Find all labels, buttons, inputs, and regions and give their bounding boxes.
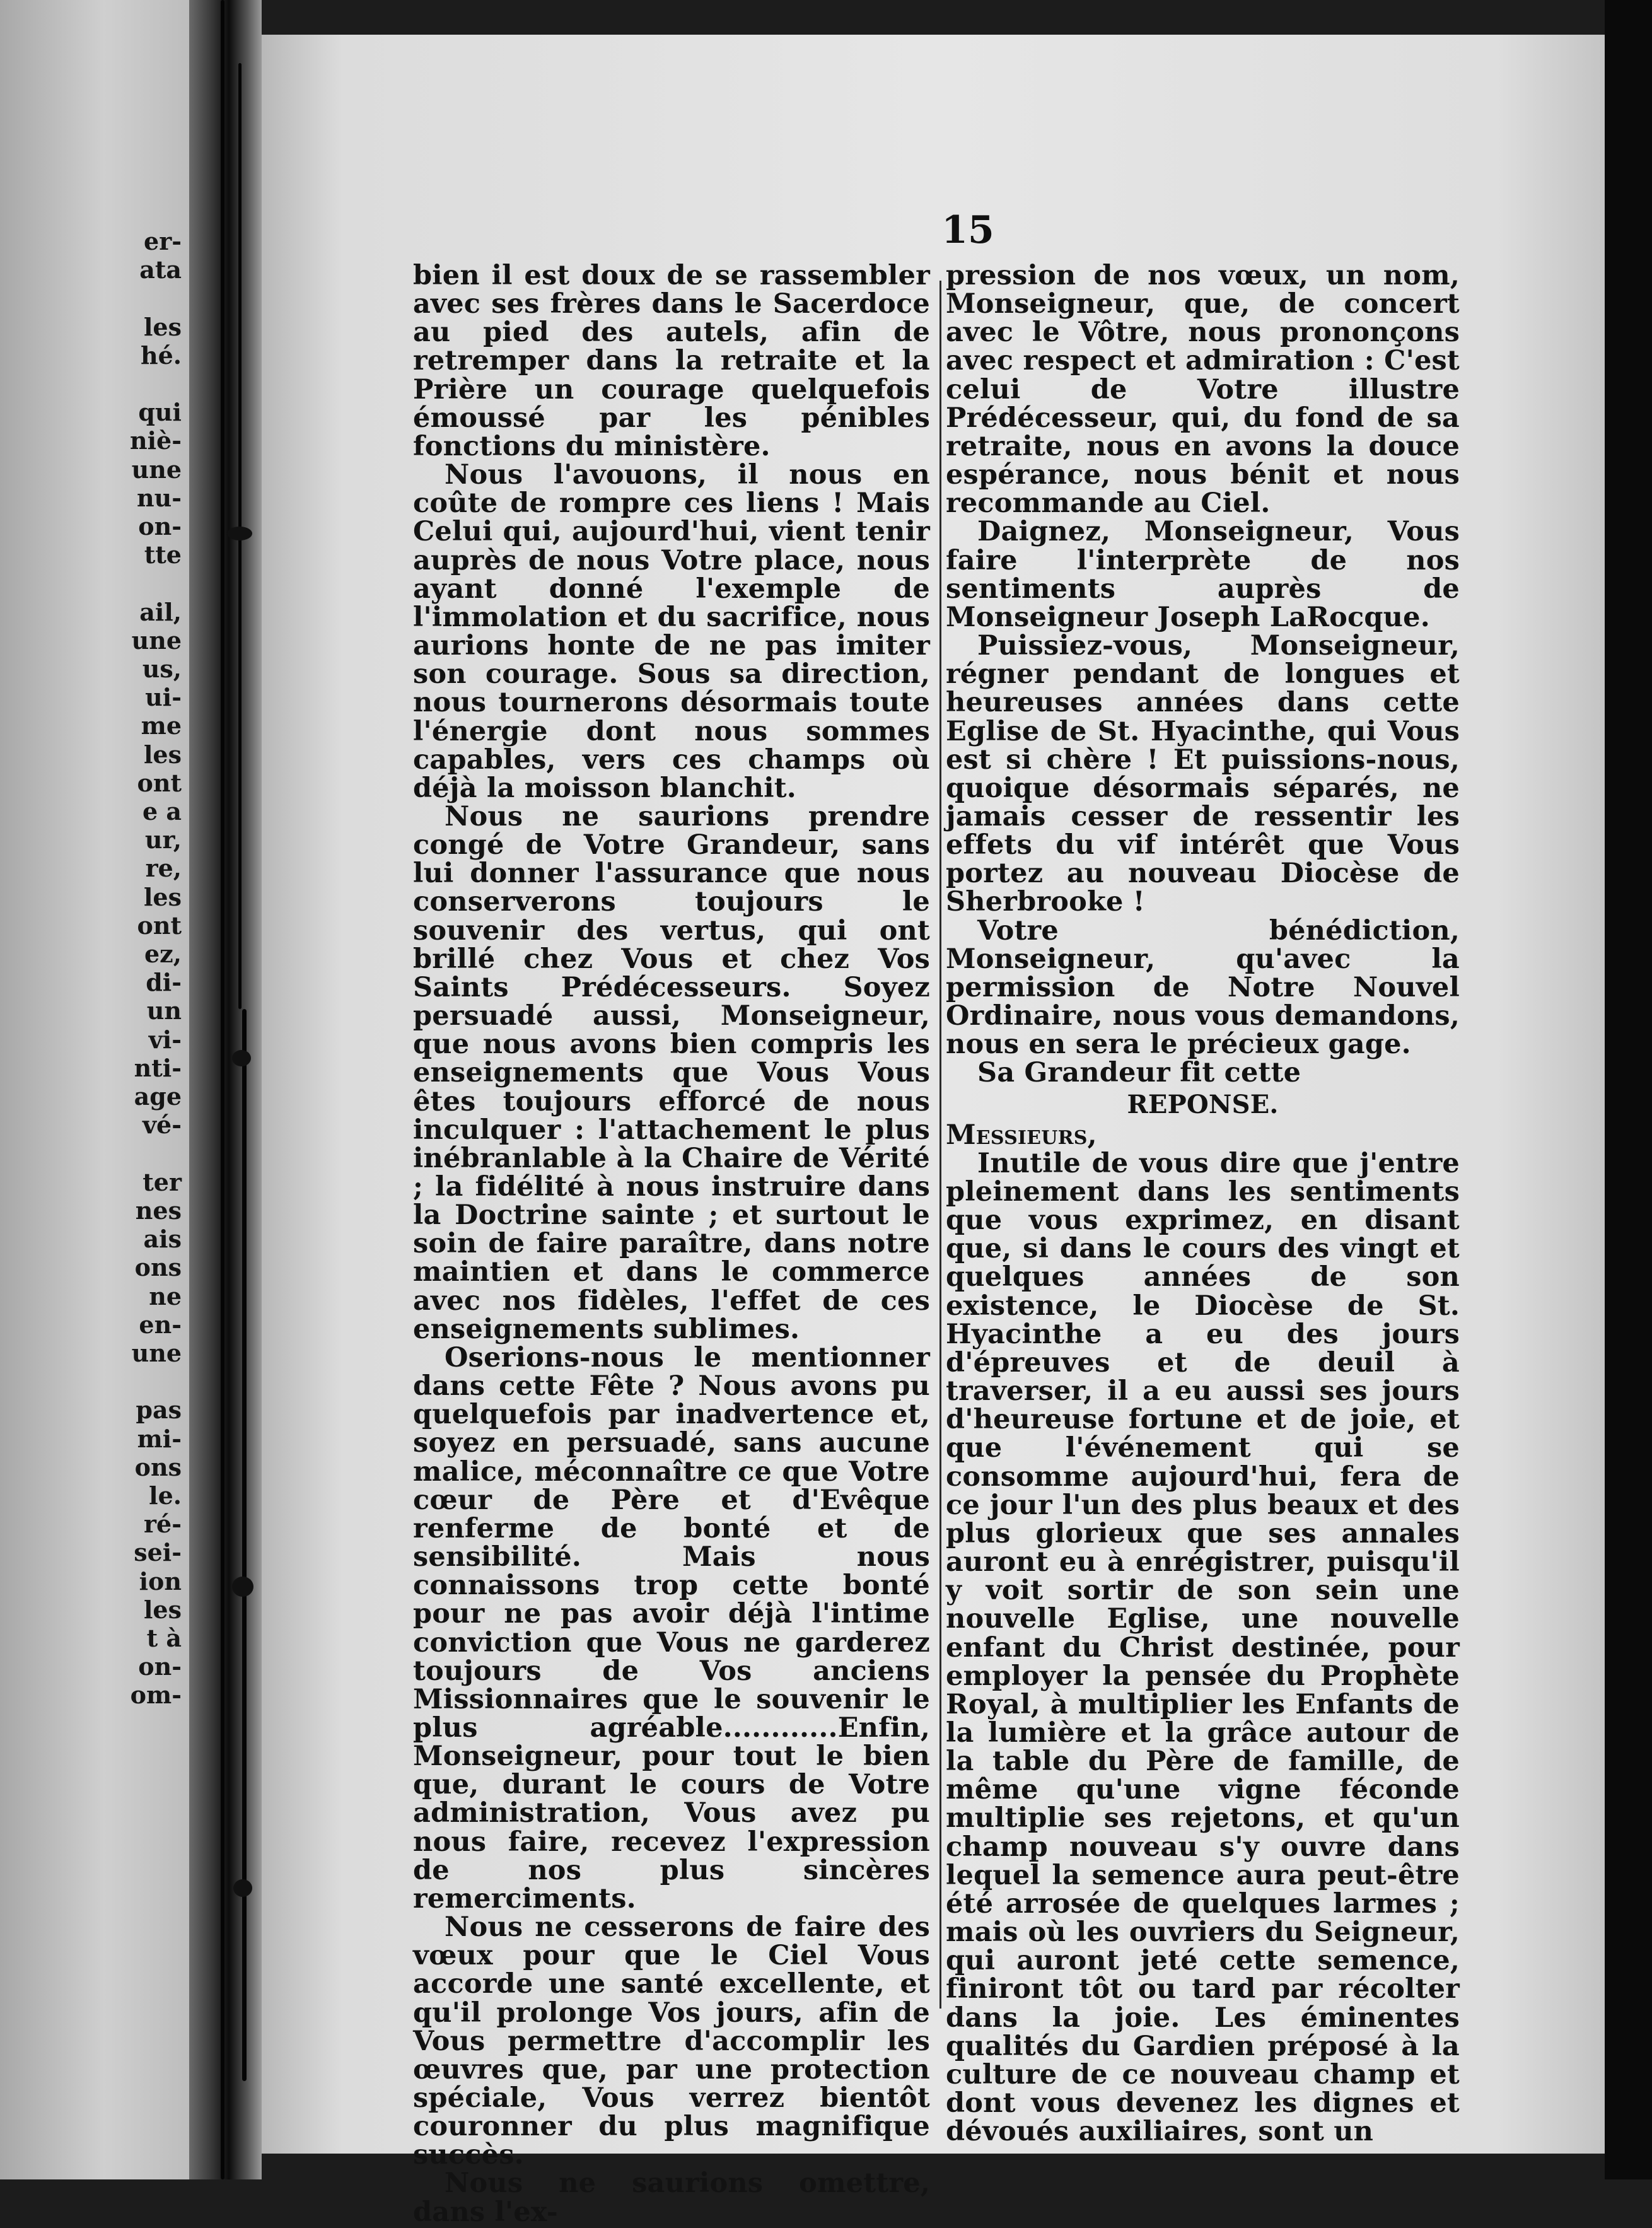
paragraph: Nous ne saurions prendre congé de Votre Grandeur, sans lui donner l'assurance que nous conserverons toujours le souvenir des vertus, qui ont brillé chez Vous et chez Vos Saints Prédécesseurs. Soyez persuadé aussi, Monseigneur, que nous avons bien compris les enseignements que Vous Vous êtes toujours efforcé de nous inculquer : l'attachement le plus inébranlable à la Chaire de Vérité ; la fidélité à nous instruire dans la Doctrine sainte ; et surtout le soin de faire paraître, dans notre maintien et dans le commerce avec nos fidèles, l'effet de ces enseignements sublimes.	[413, 800, 930, 1345]
salutation: Messieurs,	[946, 1119, 1097, 1151]
left-text-column	[413, 262, 930, 2227]
paragraph: Votre bénédiction, Monseigneur, qu'avec la permission de Notre Nouvel Ordinaire, nous vous demandons, nous en sera le précieux gage.	[946, 914, 1460, 1061]
binding-thread-mark	[233, 1879, 252, 1897]
paragraph: Sa Grandeur fit cette	[977, 1057, 1301, 1089]
paragraph: pression de nos vœux, un nom, Monseigneur, que, de concert avec le Vôtre, nous prononçons avec respect et admiration : C'est celui de Votre illustre Prédécesseur, qui, du fond de sa retraite, nous en avons la douce espérance, nous bénit et nous recommande au Ciel.	[946, 260, 1460, 520]
paragraph: Daignez, Monseigneur, Vous faire l'interprète de nos sentiments auprès de Monseigneur Joseph LaRocque.	[946, 516, 1460, 633]
paragraph: Puissiez-vous, Monseigneur, régner pendant de longues et heureuses années dans cette Eglise de St. Hyacinthe, qui Vous est si chère ! Et puissions-nous, quoique désormais séparés, ne jamais cesser de ressentir les effets du vif intérêt que Vous portez au nouveau Diocèse de Sherbrooke !	[946, 630, 1460, 918]
paragraph: Nous ne cesserons de faire des vœux pour que le Ciel Vous accorde une santé excellente, et qu'il prolonge Vos jours, afin de Vous permettre d'accomplir les œuvres que, par une protection spéciale, Vous verrez bientôt couronner du plus magnifique succès.	[413, 1911, 930, 2171]
paragraph: Inutile de vous dire que j'entre pleinement dans les sentiments que vous exprimez, en disant que, si dans le cours des vingt et quelques années de son existence, le Diocèse de St. Hyacinthe a eu des jours d'épreuves et de deuil à traverser, il a eu aussi ses jours d'heureuse fortune et de joie, et que l'événement qui se consomme aujourd'hui, fera de ce jour l'un des plus beaux et des plus glorieux que ses annales auront eu à enrégistrer, puisqu'il y voit sortir de son sein une nouvelle Eglise, une nouvelle enfant du Christ destinée, pour employer la pensée du Prophète Royal, à multiplier les Enfants de la lumière et la grâce autour de la table du Père de famille, de même qu'une vigne féconde multiplie ses rejetons, et qu'un champ nouveau s'y ouvre dans lequel la semence aura peut-être été arrosée de quelques larmes ; mais où les ouvriers du Seigneur, qui auront jeté cette semence, finiront tôt ou tard par récolter dans la joie. Les éminentes qualités du Gardien préposé à la culture de ce nouveau champ et dont vous devenez les dignes et dévoués auxiliaires, sont un	[946, 1147, 1460, 2148]
binding-thread-mark	[232, 1050, 251, 1066]
book-gutter	[189, 0, 262, 2179]
facing-page	[0, 0, 189, 2179]
paragraph: Nous ne saurions omettre, dans l'ex-	[413, 2167, 930, 2228]
paragraph: bien il est doux de se rassembler avec ses frères dans le Sacerdoce au pied des autels, afin de retremper dans la retraite et la Prière un courage quelquefois émoussé par les pénibles fonctions du ministère.	[413, 260, 930, 462]
paragraph: Nous l'avouons, il nous en coûte de rompre ces liens ! Mais Celui qui, aujourd'hui, vient tenir auprès de nous Votre place, nous ayant donné l'exemple de l'immolation et du sacrifice, nous aurions honte de ne pas imiter son courage. Sous sa direction, nous tournerons désormais toute l'énergie dont nous sommes capables, vers ces champs où déjà la moisson blanchit.	[413, 459, 930, 804]
right-text-column	[946, 262, 1460, 2146]
page-number: 15	[941, 208, 994, 252]
facing-page-text-fragments: er- ata les hé. qui niè- une nu- on- tte ail, une us, ui- me les ont e a ur, re, les ont ez, di- un vi- nti- age vé- ter nes ais ons ne en- une pas mi- ons le. ré- sei- ion les t à on- om-	[129, 227, 182, 1710]
section-heading: REPONSE.	[1127, 1089, 1279, 1119]
scan-border	[1605, 0, 1652, 2179]
gutter-binding-line	[242, 1009, 247, 2081]
gutter-binding-line	[221, 0, 224, 2179]
column-divider	[939, 281, 941, 2009]
binding-thread-mark	[232, 1577, 253, 1597]
binding-thread-mark	[227, 527, 252, 540]
paragraph: Oserions-nous le mentionner dans cette Fête ? Nous avons pu quelquefois par inadvertence et, soyez en persuadé, sans aucune malice, méconnaître ce que Votre cœur de Père et d'Evêque renferme de bonté et de sensibilité. Mais nous connaissons trop cette bonté pour ne pas avoir déjà l'intime conviction que Vous ne garderez toujours de Vos anciens Missionnaires que le souvenir le plus agréable............Enfin, Monseigneur, pour tout le bien que, durant le cours de Votre administration, Vous avez pu nous faire, recevez l'expression de nos plus sincères remerciments.	[413, 1341, 930, 1915]
